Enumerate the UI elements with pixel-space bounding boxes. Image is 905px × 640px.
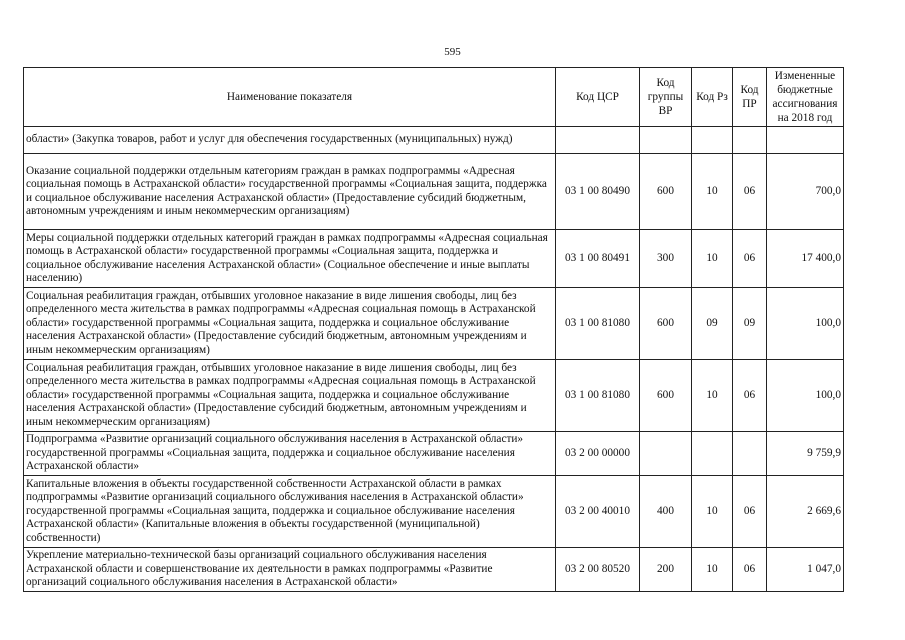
row-amount: 9 759,9 [767,432,844,476]
row-name: Меры социальной поддержки отдельных категорий граждан в рамках подпрограммы «Адресная социальная помощь в Астраханской области» государственной программы «Социальная защита, поддержка и социальное обслуживание населения Астраханской области» (Социальное обеспечение и иные выплаты населению) [24,230,556,288]
row-pr [733,432,767,476]
row-vr: 400 [640,476,692,548]
header-indicator-name: Наименование показателя [24,68,556,127]
row-vr: 300 [640,230,692,288]
row-vr: 600 [640,154,692,230]
row-csr: 03 2 00 40010 [556,476,640,548]
row-rz: 09 [692,288,733,360]
row-amount: 700,0 [767,154,844,230]
row-name: Укрепление материально-технической базы организаций социального обслуживания населения Астраханской области и совершенствование их деятельности в рамках подпрограммы «Развитие организаций социального обслуживания населения в Астраханской области» [24,548,556,592]
row-name: области» (Закупка товаров, работ и услуг для обеспечения государственных (муниципальных) нужд) [24,127,556,154]
table-row [24,432,844,476]
row-vr [640,127,692,154]
row-rz: 10 [692,548,733,592]
row-name: Оказание социальной поддержки отдельным категориям граждан в рамках подпрограммы «Адресная социальная помощь в Астраханской области» государственной программы «Социальная защита, поддержка и социальное обслуживание населения Астраханской области» (Предоставление субсидий бюджетным, автономным учреждениям и иным некоммерческим организациям) [24,154,556,230]
page-number: 595 [444,46,461,58]
row-csr: 03 1 00 81080 [556,288,640,360]
table-row [24,154,844,230]
row-amount: 100,0 [767,360,844,432]
header-rz-code: Код Рз [692,68,733,127]
row-amount: 100,0 [767,288,844,360]
header-amount: Измененные бюджетные ассигнования на 2018 год [767,68,844,127]
table-row [24,548,844,592]
table-row [24,360,844,432]
header-pr-code: Код ПР [733,68,767,127]
row-csr: 03 2 00 80520 [556,548,640,592]
row-amount: 17 400,0 [767,230,844,288]
row-amount [767,127,844,154]
row-csr: 03 1 00 81080 [556,360,640,432]
row-vr [640,432,692,476]
row-pr: 06 [733,548,767,592]
row-amount: 1 047,0 [767,548,844,592]
row-csr: 03 2 00 00000 [556,432,640,476]
header-vr-code: Код группы ВР [640,68,692,127]
row-vr: 600 [640,360,692,432]
row-name: Социальная реабилитация граждан, отбывших уголовное наказание в виде лишения свободы, лиц без определенного места жительства в рамках подпрограммы «Адресная социальная помощь в Астраханской области» государственной программы «Социальная защита, поддержка и социальное обслуживание населения Астраханской области» (Предоставление субсидий бюджетным, автономным учреждениям и иным некоммерческим организациям) [24,360,556,432]
row-rz: 10 [692,476,733,548]
row-pr [733,127,767,154]
row-pr: 06 [733,154,767,230]
row-pr: 06 [733,360,767,432]
table-row [24,288,844,360]
row-pr: 09 [733,288,767,360]
row-rz [692,127,733,154]
row-rz [692,432,733,476]
row-pr: 06 [733,476,767,548]
row-rz: 10 [692,154,733,230]
row-name: Подпрограмма «Развитие организаций социального обслуживания населения в Астраханской области» государственной программы «Социальная защита, поддержка и социальное обслуживание населения Астраханской области» [24,432,556,476]
row-name: Капитальные вложения в объекты государственной собственности Астраханской области в рамках подпрограммы «Развитие организаций социального обслуживания населения в Астраханской области» государственной программы «Социальная защита, поддержка и социальное обслуживание населения Астраханской области» (Капитальные вложения в объекты государственной (муниципальной) собственности) [24,476,556,548]
table-header-row [24,68,844,127]
row-csr [556,127,640,154]
header-csr-code: Код ЦСР [556,68,640,127]
table-row [24,230,844,288]
row-name: Социальная реабилитация граждан, отбывших уголовное наказание в виде лишения свободы, лиц без определенного места жительства в рамках подпрограммы «Адресная социальная помощь в Астраханской области» государственной программы «Социальная защита, поддержка и социальное обслуживание населения Астраханской области» (Предоставление субсидий бюджетным, автономным учреждениям и иным некоммерческим организациям) [24,288,556,360]
table-row [24,127,844,154]
table-row [24,476,844,548]
row-rz: 10 [692,360,733,432]
row-csr: 03 1 00 80491 [556,230,640,288]
row-csr: 03 1 00 80490 [556,154,640,230]
budget-table [23,67,844,592]
row-vr: 200 [640,548,692,592]
row-pr: 06 [733,230,767,288]
row-vr: 600 [640,288,692,360]
row-rz: 10 [692,230,733,288]
row-amount: 2 669,6 [767,476,844,548]
